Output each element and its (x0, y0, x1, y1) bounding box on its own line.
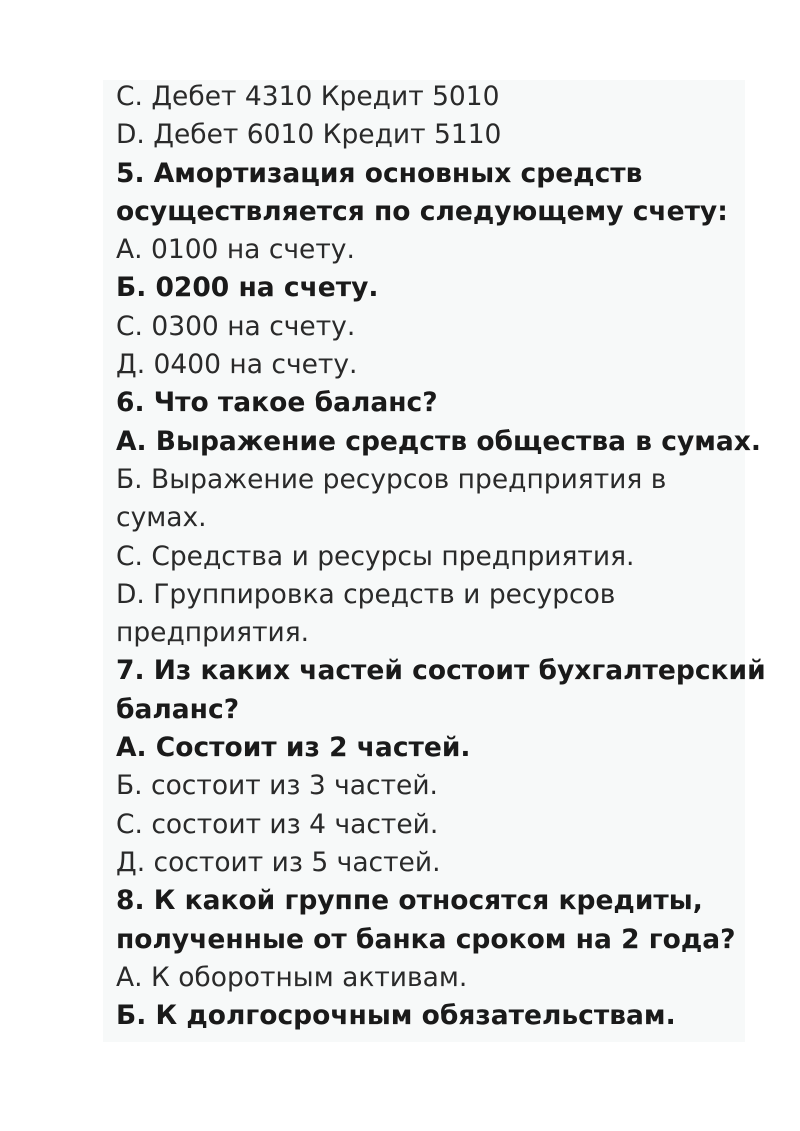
option-5a: А. 0100 на счету. (116, 234, 355, 266)
question-7-line-1: 7. Из каких частей состоит бухгалтерский (116, 655, 766, 687)
option-4c: С. Дебет 4310 Кредит 5010 (116, 81, 500, 112)
option-5d: Д. 0400 на счету. (116, 349, 358, 381)
question-7-line-2: баланс? (116, 693, 240, 725)
question-5-line-1: 5. Амортизация основных средств (116, 157, 643, 189)
option-5c: С. 0300 на счету. (116, 310, 356, 342)
option-7d: Д. состоит из 5 частей. (116, 846, 441, 878)
option-6d-line-2: предприятия. (116, 617, 310, 649)
option-6b-line-2: сумах. (116, 502, 207, 534)
option-4d: D. Дебет 6010 Кредит 5110 (116, 119, 502, 151)
option-8a: А. К оборотным активам. (116, 961, 468, 993)
question-8-line-1: 8. К какой группе относятся кредиты, (116, 885, 703, 917)
answer-5b: Б. 0200 на счету. (116, 272, 379, 304)
question-6: 6. Что такое баланс? (116, 387, 438, 419)
question-5-line-2: осуществляется по следующему счету: (116, 195, 728, 227)
quiz-document (116, 78, 796, 1035)
answer-7a: А. Состоит из 2 частей. (116, 732, 471, 764)
answer-8b: Б. К долгосрочным обязательствам. (116, 1000, 676, 1032)
option-7b: Б. состоит из 3 частей. (116, 770, 438, 802)
option-6c: С. Средства и ресурсы предприятия. (116, 540, 635, 572)
answer-6a: А. Выражение средств общества в сумах. (116, 425, 761, 457)
option-6b-line-1: Б. Выражение ресурсов предприятия в (116, 463, 667, 495)
option-7c: С. состоит из 4 частей. (116, 808, 439, 840)
question-8-line-2: полученные от банка сроком на 2 года? (116, 923, 736, 955)
option-6d-line-1: D. Группировка средств и ресурсов (116, 578, 616, 610)
